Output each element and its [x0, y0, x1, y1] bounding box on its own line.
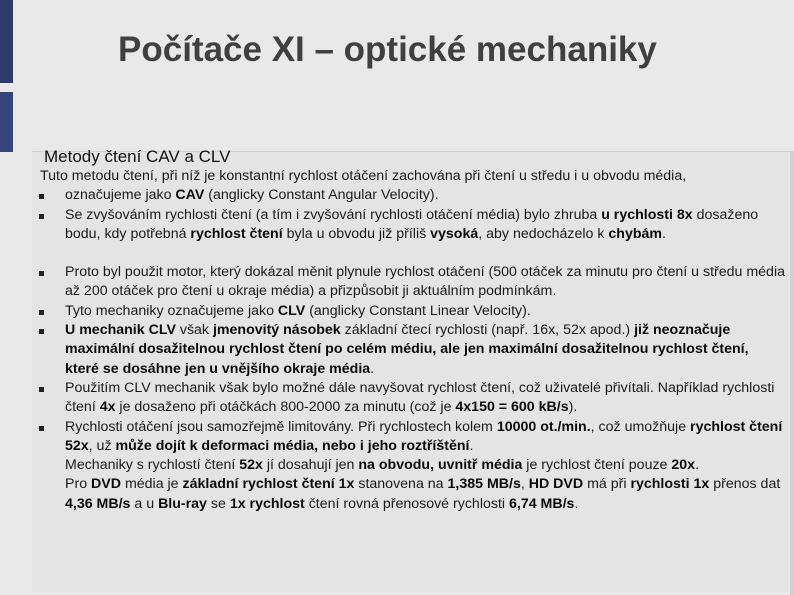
bullet-icon: [39, 426, 44, 431]
bullet-icon: [39, 194, 44, 199]
spacer: [40, 244, 785, 263]
bullet-icon: [39, 387, 44, 392]
bullet-icon: [39, 214, 44, 219]
list-item: Proto byl použit motor, který dokázal měnit plynule rychlost otáčení (500 otáček za minutu pro čtení u středu média až 200 otáček pro čtení u okraje média) a přizpůsobit ji aktuálním podmínkám.: [40, 263, 785, 302]
bullet-icon: [39, 329, 44, 334]
list-item: Použitím CLV mechanik však bylo možné dále navyšovat rychlost čtení, což uživatelé přivítali. Například rychlosti čtení 4x je dosaženo při otáčkách 800-2000 za minutu (což je 4x150 = 600 kB/s).: [40, 379, 785, 418]
left-accent-bar-top: [0, 0, 13, 83]
bullet-icon: [39, 271, 44, 276]
list-item: Se zvyšováním rychlosti čtení (a tím i zvyšování rychlosti otáčení média) bylo zhruba u rychlosti 8x dosaženo bodu, kdy potřebná rychlost čtení byla u obvodu již příliš vysoká, aby nedocházelo k chybám.: [40, 206, 785, 245]
slide-body: [40, 167, 785, 514]
list-item: U mechanik CLV však jmenovitý násobek základní čtecí rychlosti (např. 16x, 52x apod.) již neoznačuje maximální dosažitelnou rychlost čtení po celém médiu, ale jen maximální dosažitelnou rychlost čtení, které se dosáhne jen u vnějšího okraje média.: [40, 321, 785, 379]
bullet-list-2: [40, 263, 785, 456]
section-header: Metody čtení CAV a CLV: [44, 147, 231, 166]
continuation-paragraph: Mechaniky s rychlostí čtení 52x jí dosahují jen na obvodu, uvnitř média je rychlost čtení pouze 20x.: [65, 457, 700, 474]
slide-title: Počítače XI – optické mechaniky: [118, 30, 657, 69]
intro-text: Tuto metodu čtení, při níž je konstantní rychlost otáčení zachována při čtení u středu i u obvodu média,: [40, 168, 687, 184]
left-accent-bar-bottom: [0, 92, 13, 152]
list-item: Rychlosti otáčení jsou samozřejmě limitovány. Při rychlostech kolem 10000 ot./min., což umožňuje rychlost čtení 52x, už může dojít k deformaci média, nebo i jeho roztříštění.: [40, 418, 785, 457]
bullet-icon: [39, 310, 44, 315]
list-item: označujeme jako CAV (anglicky Constant Angular Velocity).: [40, 186, 785, 205]
list-item: Tyto mechaniky označujeme jako CLV (anglicky Constant Linear Velocity).: [40, 302, 785, 321]
panel-right-edge: [790, 151, 794, 595]
continuation-paragraph: Pro DVD média je základní rychlost čtení 1x stanovena na 1,385 MB/s, HD DVD má při rychlosti 1x přenos dat 4,36 MB/s a u Blu-ray se 1x rychlost čtení rovná přenosové rychlosti 6,74 MB/s.: [65, 476, 781, 512]
bullet-list-1: [40, 186, 785, 244]
